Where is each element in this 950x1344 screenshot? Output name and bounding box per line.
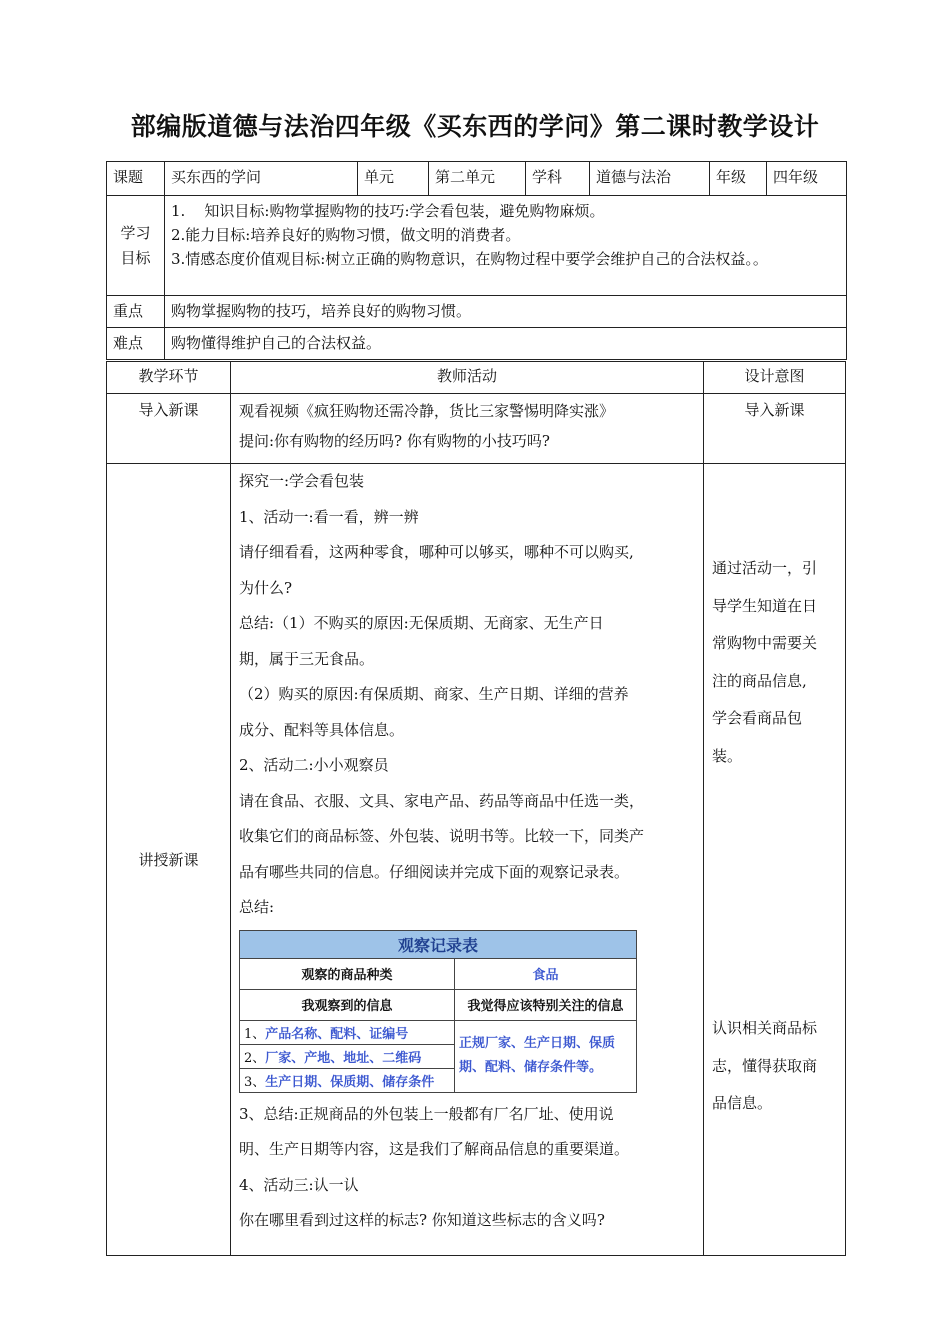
lesson-line: 探究一:学会看包装 — [239, 472, 365, 490]
observation-item — [240, 1020, 455, 1044]
intent-line: 品信息。 — [712, 1094, 773, 1112]
observation-kind-label: 观察的商品种类 — [240, 958, 455, 989]
item-num: 3、 — [244, 1074, 266, 1090]
difficult-value: 购物懂得维护自己的合法权益。 — [165, 328, 847, 360]
intro-line-1: 观看视频《疯狂购物还需冷静，货比三家警惕明降实涨》 — [239, 402, 615, 420]
lesson-line: （2）购买的原因:有保质期、商家、生产日期、详细的营养 — [239, 685, 629, 703]
intro-intent: 导入新课 — [704, 394, 846, 464]
observation-focus — [455, 1020, 637, 1092]
observation-focus-label: 我觉得应该特别关注的信息 — [455, 989, 637, 1020]
lesson-line: 1、活动一:看一看，辨一辨 — [239, 507, 419, 526]
goal-3: 3.情感态度价值观目标:树立正确的购物意识，在购物过程中要学会维护自己的合法权益。。 — [171, 250, 768, 268]
unit-value: 第二单元 — [429, 162, 526, 196]
unit-label: 单元 — [358, 162, 429, 196]
goal-2: 2.能力目标:培养良好的购物习惯，做文明的消费者。 — [171, 226, 521, 244]
lesson-lines-b — [239, 1097, 695, 1239]
item-num: 1、 — [244, 1026, 266, 1042]
lesson-line: 请在食品、衣服、文具、家电产品、药品等商品中任选一类， — [239, 791, 645, 810]
plan-table — [106, 361, 846, 1256]
item-text: 产品名称、配料、证编号 — [265, 1026, 409, 1042]
topic-value: 买东西的学问 — [165, 162, 358, 196]
focus-line-2: 期、配料、储存条件等。 — [459, 1060, 603, 1075]
observation-item — [240, 1044, 455, 1068]
item-num: 2、 — [244, 1050, 266, 1066]
goal-1: 1. 知识目标:购物掌握购物的技巧:学会看包装，避免购物麻烦。 — [171, 202, 605, 220]
lesson-line: 总结: — [239, 898, 275, 916]
lesson-line: 成分、配料等具体信息。 — [239, 720, 405, 739]
lesson-intent — [704, 464, 846, 1256]
key-label: 重点 — [107, 296, 165, 328]
intent-line: 导学生知道在日 — [712, 596, 818, 615]
observation-seen-label: 我观察到的信息 — [240, 989, 455, 1020]
lesson-intent-2 — [712, 1010, 837, 1123]
goals-label-line1: 学习 — [120, 223, 151, 242]
intent-line: 认识相关商品标 — [712, 1019, 818, 1037]
lesson-line: 期，属于三无食品。 — [239, 649, 375, 668]
lesson-line: 4、活动三:认一认 — [239, 1175, 359, 1194]
difficult-label: 难点 — [107, 328, 165, 360]
focus-line-1: 正规厂家、生产日期、保质 — [459, 1036, 616, 1051]
grade-label: 年级 — [710, 162, 767, 196]
intent-line: 常购物中需要关 — [712, 634, 818, 652]
intent-line: 志，懂得获取商 — [712, 1056, 818, 1075]
lesson-line: 3、总结:正规商品的外包装上一般都有厂名厂址、使用说 — [239, 1104, 614, 1123]
activity-header: 教师活动 — [231, 362, 704, 394]
lesson-intent-1 — [712, 550, 837, 775]
goals-content — [165, 196, 847, 296]
lesson-line: 你在哪里看到过这样的标志? 你知道这些标志的含义吗? — [239, 1211, 605, 1229]
observation-table — [239, 930, 637, 1093]
observation-title: 观察记录表 — [240, 930, 637, 958]
intent-line: 通过活动一，引 — [712, 559, 818, 577]
intro-stage: 导入新课 — [107, 394, 231, 464]
intent-line: 注的商品信息, — [712, 671, 807, 690]
lesson-lines-a — [239, 464, 695, 926]
lesson-activity — [231, 464, 704, 1256]
page-title: 部编版道德与法治四年级《买东西的学问》第二课时教学设计 — [130, 112, 820, 141]
goals-label — [107, 196, 165, 296]
subject-value: 道德与法治 — [590, 162, 710, 196]
item-text: 厂家、产地、地址、二维码 — [265, 1050, 422, 1066]
lesson-line: 为什么? — [239, 578, 293, 597]
intent-line: 装。 — [712, 746, 743, 765]
lesson-line: 请仔细看看，这两种零食，哪种可以够买，哪种不可以购买, — [239, 543, 634, 561]
observation-kind-value: 食品 — [455, 958, 637, 989]
intro-activity — [231, 394, 704, 464]
topic-label: 课题 — [107, 162, 165, 196]
lesson-line: 总结:（1）不购买的原因:无保质期、无商家、无生产日 — [239, 614, 604, 632]
intent-line: 学会看商品包 — [712, 709, 803, 727]
goals-label-line2: 目标 — [120, 248, 151, 267]
intro-line-2: 提问:你有购物的经历吗? 你有购物的小技巧吗? — [239, 432, 550, 450]
intent-header: 设计意图 — [704, 362, 846, 394]
grade-value: 四年级 — [767, 162, 847, 196]
observation-item — [240, 1068, 455, 1092]
subject-label: 学科 — [526, 162, 590, 196]
lesson-stage: 讲授新课 — [107, 464, 231, 1256]
lesson-line: 明、生产日期等内容，这是我们了解商品信息的重要渠道。 — [239, 1140, 630, 1158]
stage-header: 教学环节 — [107, 362, 231, 394]
info-table — [106, 161, 847, 360]
lesson-line: 2、活动二:小小观察员 — [239, 756, 389, 774]
item-text: 生产日期、保质期、储存条件 — [265, 1074, 435, 1090]
lesson-line: 品有哪些共同的信息。仔细阅读并完成下面的观察记录表。 — [239, 862, 630, 881]
lesson-line: 收集它们的商品标签、外包装、说明书等。比较一下，同类产 — [239, 827, 645, 845]
key-value: 购物掌握购物的技巧，培养良好的购物习惯。 — [165, 296, 847, 328]
